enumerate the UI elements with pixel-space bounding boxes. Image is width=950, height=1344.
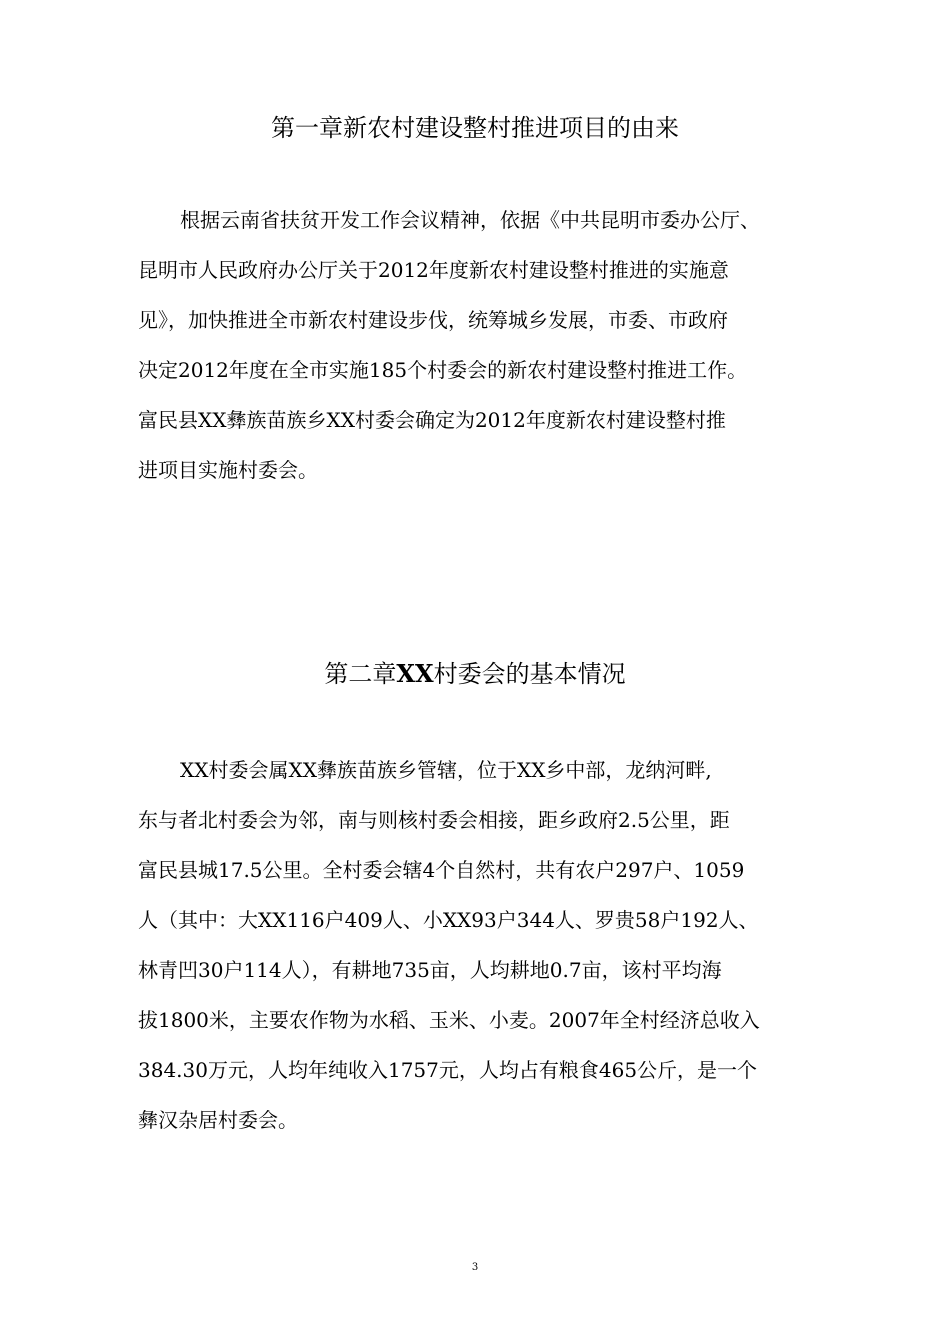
paragraph-line: 彝汉杂居村委会。 <box>138 1108 298 1132</box>
paragraph-line: 人（其中：大XX116户409人、小XX93户344人、罗贵58户192人、 <box>138 908 759 932</box>
paragraph-line: 昆明市人民政府办公厅关于2012年度新农村建设整村推进的实施意 <box>138 258 729 282</box>
chapter-2-heading-suffix: 村委会的基本情况 <box>433 660 626 688</box>
paragraph-line: 富民县XX彝族苗族乡XX村委会确定为2012年度新农村建设整村推 <box>138 408 726 432</box>
paragraph-line: 根据云南省扶贫开发工作会议精神，依据《中共昆明市委办公厅、 <box>180 208 760 232</box>
chapter-2-heading <box>138 658 812 690</box>
paragraph-line: 东与者北村委会为邻，南与则核村委会相接，距乡政府2.5公里，距 <box>138 808 730 832</box>
chapter-2-heading-prefix: 第二章 <box>324 660 397 688</box>
paragraph-line: 富民县城17.5公里。全村委会辖4个自然村，共有农户297户、1059 <box>138 858 745 882</box>
chapter-1-paragraph <box>138 195 828 495</box>
paragraph-line: 林青凹30户114人），有耕地735亩，人均耕地0.7亩，该村平均海 <box>138 958 722 982</box>
paragraph-line: 决定2012年度在全市实施185个村委会的新农村建设整村推进工作。 <box>138 358 748 382</box>
paragraph-line: 见》，加快推进全市新农村建设步伐，统筹城乡发展，市委、市政府 <box>138 308 728 332</box>
page-number: 3 <box>471 1262 479 1273</box>
paragraph-line: 拔1800米，主要农作物为水稻、玉米、小麦。2007年全村经济总收入 <box>138 1008 760 1032</box>
paragraph-line: 384.30万元，人均年纯收入1757元，人均占有粮食465公斤，是一个 <box>138 1058 758 1082</box>
paragraph-line: XX村委会属XX彝族苗族乡管辖，位于XX乡中部，龙纳河畔, <box>180 758 712 782</box>
paragraph-line: 进项目实施村委会。 <box>138 458 318 482</box>
chapter-2-heading-bold: XX <box>396 659 434 688</box>
chapter-2-paragraph <box>138 745 828 1145</box>
chapter-1-heading: 第一章新农村建设整村推进项目的由来 <box>271 114 679 142</box>
